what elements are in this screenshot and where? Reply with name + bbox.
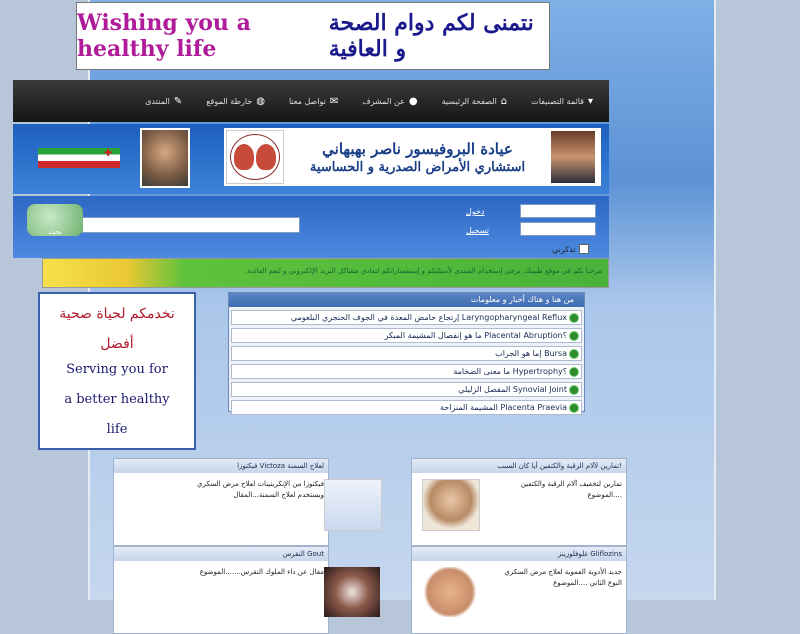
article-box-gout[interactable] xyxy=(113,546,329,634)
victoza-pen-image xyxy=(324,479,382,531)
article-excerpt[interactable]: مقال عن داء الملوك النقرس.......الموضوع xyxy=(199,568,324,576)
nav-sitemap-label: خارطة الموقع xyxy=(206,96,253,106)
remember-label: تذكرني xyxy=(552,244,576,254)
nav-contact[interactable] xyxy=(289,96,338,107)
clinic-title xyxy=(284,140,551,175)
search-input[interactable] xyxy=(82,217,300,233)
remember-checkbox[interactable] xyxy=(579,244,589,254)
pencil-icon: ✎ xyxy=(173,95,183,107)
article-title[interactable]: النقرس Gout xyxy=(114,547,328,561)
envelope-icon: ✉ xyxy=(329,95,339,107)
logo-mark-icon: ✚ xyxy=(104,148,113,159)
nav-sitemap[interactable] xyxy=(206,96,265,107)
article-excerpt[interactable]: تمارين لتخفيف آلام الرقبة والكتفين ....الموضوع xyxy=(520,480,622,499)
article-title[interactable]: غلوفلوزينز Gliflozins xyxy=(412,547,626,561)
news-heading: من هنا و هناك أخبار و معلومات xyxy=(229,293,584,307)
article-title[interactable]: فيكتوزا Victoza لعلاج السمنة xyxy=(114,459,328,473)
serve-panel xyxy=(38,292,196,450)
nav-categories-label: قائمة التصنيفات xyxy=(531,96,584,106)
doctor-photo xyxy=(551,131,595,183)
news-item[interactable]: المفصل الزليلي Synovial Joint xyxy=(231,382,582,397)
serve-arabic-1: نخدمكم لحياة صحية xyxy=(59,306,175,322)
site-logo xyxy=(38,148,120,168)
welcome-text: مرحبا بكم في موقع طبيبك. يرجى إستخدام المنتدى لأستلتكم و إستفساراتكم لتفادي مشاكل البريد الإلكتروني و لتعم الفائدة. xyxy=(245,267,602,275)
serve-english-2: a better healthy xyxy=(64,392,170,407)
bullet-icon xyxy=(569,385,579,395)
news-item[interactable]: ما معنى الضخامة Hypertrophy؟ xyxy=(231,364,582,379)
search-button-label: بحث xyxy=(48,228,62,236)
gout-xray-image xyxy=(324,567,380,617)
clinic-header xyxy=(224,128,601,186)
clinic-title-line1: عيادة البروفيسور ناصر بهبهاني xyxy=(322,139,513,158)
nav-forum[interactable] xyxy=(145,96,182,107)
welcome-marquee xyxy=(42,258,609,288)
article-box-gliflozins[interactable] xyxy=(411,546,627,634)
site-banner xyxy=(76,2,550,70)
nav-contact-label: تواصل معنا xyxy=(288,96,326,106)
nav-about[interactable] xyxy=(362,96,417,107)
clinic-title-line2: استشاري الأمراض الصدرية و الحساسية xyxy=(309,159,526,175)
article-excerpt[interactable]: جديد الأدوية الفموية لعلاج مرض السكري النوع الثاني ....الموضوع xyxy=(504,568,622,587)
serve-english-3: life xyxy=(106,422,128,437)
news-panel xyxy=(228,292,585,412)
nav-forum-label: المنتدى xyxy=(145,96,170,106)
news-item[interactable]: المشيمة المنزاحة Placenta Praevia xyxy=(231,400,582,415)
register-link[interactable]: تسجيل xyxy=(466,226,489,235)
news-item[interactable]: إرتجاع حامض المعدة في الجوف الحنجري البلعومي Laryngopharyngeal Reflux xyxy=(231,310,582,325)
bullet-icon xyxy=(569,367,579,377)
globe-icon: ◍ xyxy=(256,95,265,107)
bullet-icon xyxy=(569,331,579,341)
article-box-victoza[interactable] xyxy=(113,458,329,546)
news-item[interactable]: ما هو إنفصال المشيمة المبكر Placental Abruption؟ xyxy=(231,328,582,343)
news-item[interactable]: إما هو الجراب Bursa xyxy=(231,346,582,361)
nav-home[interactable] xyxy=(442,96,508,107)
user-icon: ● xyxy=(408,95,418,107)
serve-arabic-2: أفضل xyxy=(100,336,134,352)
kidney-image xyxy=(422,567,478,617)
neck-exercise-image xyxy=(422,479,480,531)
bullet-icon xyxy=(569,313,579,323)
bullet-icon xyxy=(569,403,579,413)
banner-arabic: نتمنى لكم دوام الصحة و العافية xyxy=(328,10,534,62)
banner-english: Wishing you a healthy life xyxy=(77,10,251,62)
chevron-down-icon: ▾ xyxy=(587,95,593,107)
home-icon: ⌂ xyxy=(500,95,508,107)
article-title[interactable]: تمارين لآلام الرقبة والكتفين أيا كان السبب! xyxy=(412,459,626,473)
serve-english-1: Serving you for xyxy=(66,362,168,377)
main-nav xyxy=(13,80,609,122)
lung-logo-icon xyxy=(226,130,284,184)
login-link[interactable]: دخول xyxy=(466,207,485,216)
article-box-neck[interactable] xyxy=(411,458,627,546)
password-field[interactable] xyxy=(520,222,596,236)
nav-about-label: عن المشرف xyxy=(362,96,405,106)
bullet-icon xyxy=(569,349,579,359)
search-button[interactable] xyxy=(27,204,83,236)
username-field[interactable] xyxy=(520,204,596,218)
remember-me[interactable] xyxy=(552,244,589,254)
doctor-photo-casual xyxy=(140,128,190,188)
nav-categories-menu[interactable] xyxy=(531,96,593,107)
nav-home-label: الصفحة الرئيسية xyxy=(441,96,497,106)
article-excerpt[interactable]: فيكتوزا من الإنكريتينات لعلاج مرض السكري ويستخدم لعلاج السمنة...المقال xyxy=(196,480,324,499)
